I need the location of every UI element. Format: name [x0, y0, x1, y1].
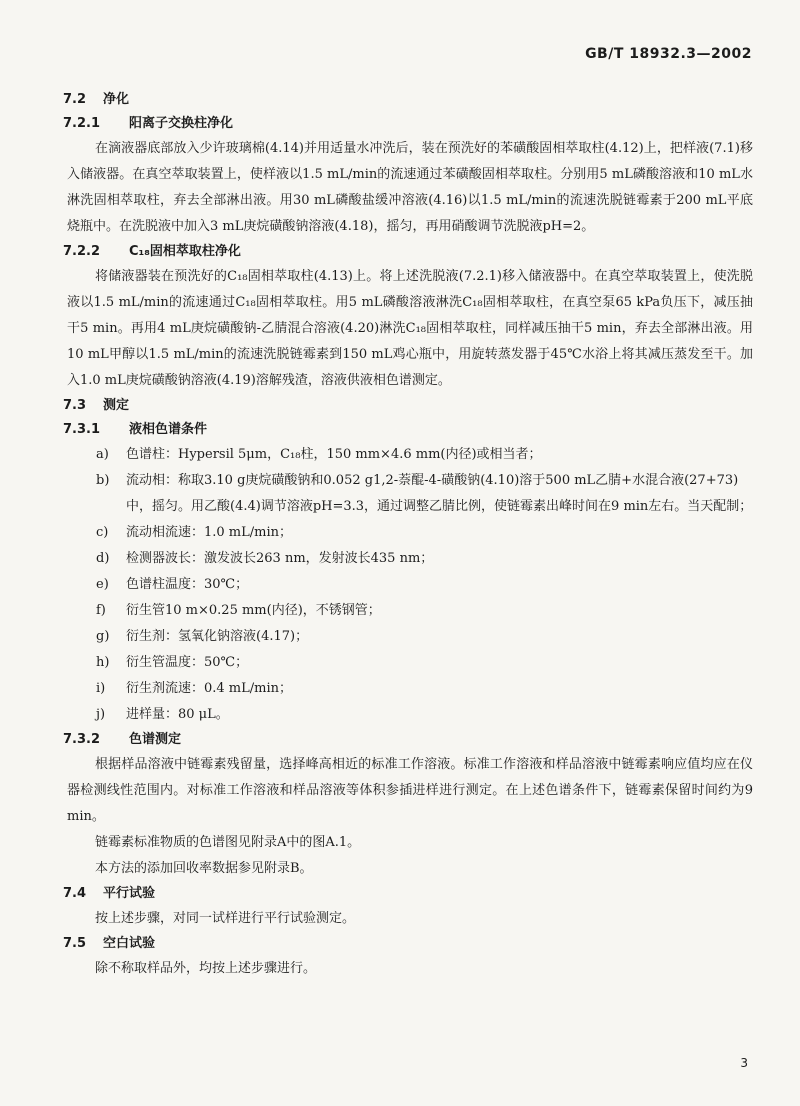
paragraph-7-2-2: 将储液器装在预洗好的C₁₈固相萃取柱(4.13)上。将上述洗脱液(7.2.1)移入储液器中。在真空萃取装置上，使洗脱液以1.5 mL/min的流速通过C₁₈固相萃取柱。用5 mL磷酸溶液淋洗C₁₈固相萃取柱，在真空泵65 kPa负压下，减压抽干5 min。再用4 mL庚烷磺酸钠-乙腈混合溶液(4.20)淋洗C₁₈固相萃取柱，同样减压抽干5 min，弃去全部淋出液。用10 mL甲醇以1.5 mL/min的流速洗脱链霉素到150 mL鸡心瓶中，用旋转蒸发器于45℃水浴上将其减压蒸发至干。加入1.0 mL庚烷磺酸钠溶液(4.19)溶解残渣，溶液供液相色谱测定。: [67, 269, 753, 388]
section-number: 7.5: [63, 936, 87, 951]
list-item: [63, 650, 753, 676]
list-marker: g): [96, 629, 110, 644]
paragraph-7-3-2-a: 根据样品溶液中链霉素残留量，选择峰高相近的标准工作溶液。标准工作溶液和样品溶液中链霉素响应值均应在仪器检测线性范围内。对标准工作溶液和样品溶液等体积参插进样进行测定。在上述色谱条件下，链霉素保留时间约为9 min。: [67, 757, 753, 824]
list-text: 进样量：80 μL。: [126, 707, 229, 722]
list-marker: d): [96, 551, 110, 566]
paragraph-7-2-1: 在滴液器底部放入少许玻璃棉(4.14)并用适量水冲洗后，装在预洗好的苯磺酸固相萃取柱(4.12)上，把样液(7.1)移入储液器。在真空萃取装置上，使样液以1.5 mL/min的流速通过苯磺酸固相萃取柱。分别用5 mL磷酸溶液和10 mL水淋洗固相萃取柱，弃去全部淋出液。用30 mL磷酸盐缓冲溶液(4.16)以1.5 mL/min的流速洗脱链霉素于200 mL平底烧瓶中。在洗脱液中加入3 mL庚烷磺酸钠溶液(4.18)，摇匀，再用硝酸调节洗脱液pH=2。: [67, 141, 753, 234]
section-heading-7-2-2: [63, 240, 753, 264]
list-marker: f): [96, 603, 106, 618]
list-text: 衍生管10 m×0.25 mm(内径)，不锈钢管；: [126, 603, 381, 618]
section-number: 7.3: [63, 398, 87, 413]
standard-code: GB/T 18932.3—2002: [585, 46, 752, 62]
section-number: 7.2.1: [63, 116, 101, 131]
section-title: 色谱测定: [129, 732, 182, 747]
list-text: 流动相：称取3.10 g庚烷磺酸钠和0.052 g1,2-萘醌-4-磺酸钠(4.10)溶于500 mL乙腈+水混合液(27+73)中，摇匀。用乙酸(4.4)调节溶液pH=3.3，通过调整乙腈比例，使链霉素出峰时间在9 min左右。当天配制；: [126, 473, 753, 514]
list-marker: a): [96, 447, 109, 462]
section-heading-7-2: [63, 88, 753, 112]
section-title: 液相色谱条件: [129, 422, 208, 437]
page-number: 3: [740, 1056, 748, 1070]
list-marker: e): [96, 577, 109, 592]
list-item: [63, 546, 753, 572]
section-number: 7.2.2: [63, 244, 101, 259]
section-title: 阳离子交换柱净化: [129, 116, 234, 131]
list-text: 流动相流速：1.0 mL/min；: [126, 525, 293, 540]
list-text: 衍生管温度：50℃；: [126, 655, 249, 670]
list-item: [63, 598, 753, 624]
paragraph-7-4: 按上述步骤，对同一试样进行平行试验测定。: [95, 911, 356, 926]
section-title: C₁₈固相萃取柱净化: [129, 244, 241, 259]
section-title: 平行试验: [103, 886, 156, 901]
list-text: 衍生剂流速：0.4 mL/min；: [126, 681, 293, 696]
list-text: 色谱柱：Hypersil 5μm，C₁₈柱，150 mm×4.6 mm(内径)或相当者；: [126, 447, 542, 462]
section-heading-7-5: [63, 932, 753, 956]
list-item: [63, 468, 753, 520]
section-number: 7.4: [63, 886, 87, 901]
list-item: [63, 702, 753, 728]
section-number: 7.3.2: [63, 732, 101, 747]
page-body: [63, 88, 753, 982]
list-marker: c): [96, 525, 109, 540]
list-marker: h): [96, 655, 110, 670]
section-title: 净化: [103, 92, 130, 107]
section-heading-7-4: [63, 882, 753, 906]
list-text: 衍生剂：氢氧化钠溶液(4.17)；: [126, 629, 309, 644]
list-text: 检测器波长：激发波长263 nm，发射波长435 nm；: [126, 551, 434, 566]
list-text: 色谱柱温度：30℃；: [126, 577, 249, 592]
list-item: [63, 572, 753, 598]
section-heading-7-2-1: [63, 112, 753, 136]
section-heading-7-3-2: [63, 728, 753, 752]
section-heading-7-3-1: [63, 418, 753, 442]
section-title: 测定: [103, 398, 130, 413]
section-number: 7.2: [63, 92, 87, 107]
section-heading-7-3: [63, 394, 753, 418]
list-marker: b): [96, 473, 110, 488]
condition-list: [63, 442, 753, 728]
list-marker: i): [96, 681, 106, 696]
section-number: 7.3.1: [63, 422, 101, 437]
paragraph-7-5: 除不称取样品外，均按上述步骤进行。: [95, 961, 317, 976]
list-item: [63, 442, 753, 468]
list-item: [63, 676, 753, 702]
paragraph-7-3-2-c: 本方法的添加回收率数据参见附录B。: [95, 861, 313, 876]
list-item: [63, 520, 753, 546]
list-item: [63, 624, 753, 650]
list-marker: j): [96, 707, 106, 722]
paragraph-7-3-2-b: 链霉素标准物质的色谱图见附录A中的图A.1。: [95, 835, 361, 850]
section-title: 空白试验: [103, 936, 156, 951]
